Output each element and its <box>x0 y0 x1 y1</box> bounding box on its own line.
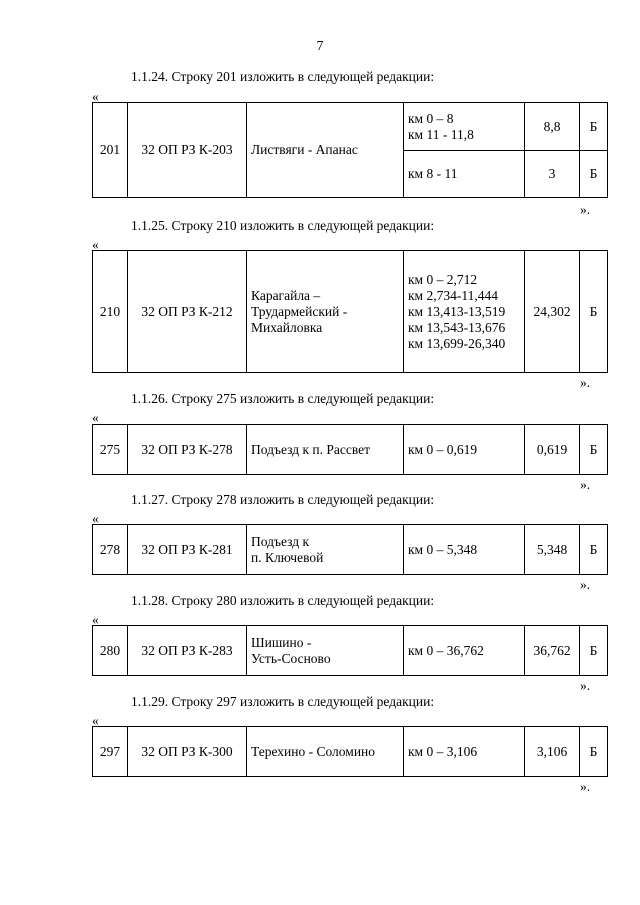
table-row-275 <box>92 424 608 475</box>
km-line: км 13,543-13,676 <box>408 319 506 335</box>
open-quote-275: « <box>92 410 99 425</box>
section-heading-275: 1.1.26. Строку 275 изложить в следующей редакции: <box>131 391 435 406</box>
road-length: 36,762 <box>525 626 580 676</box>
km-line: км 0 – 2,712 <box>408 271 478 287</box>
road-name: Подъезд к п. Рассвет <box>247 425 404 475</box>
row-number: 210 <box>93 251 128 373</box>
row-number: 278 <box>93 525 128 575</box>
row-number: 201 <box>93 103 128 198</box>
close-quote-275: ». <box>580 477 591 492</box>
close-quote-201: ». <box>580 202 591 217</box>
table-row-280 <box>92 625 608 676</box>
section-heading-278: 1.1.27. Строку 278 изложить в следующей редакции: <box>131 492 435 507</box>
km-line: км 0 – 8 <box>408 110 454 126</box>
section-heading-201: 1.1.24. Строку 201 изложить в следующей редакции: <box>131 69 435 84</box>
km-line: км 8 - 11 <box>408 166 458 181</box>
close-quote-280: ». <box>580 678 591 693</box>
km-range: км 0 – 36,762 <box>404 626 525 676</box>
road-length: 8,8 <box>525 103 580 151</box>
road-code: 32 ОП РЗ К-283 <box>128 626 247 676</box>
table-row-210 <box>92 250 608 373</box>
row-number: 280 <box>93 626 128 676</box>
road-name <box>247 251 404 373</box>
km-line: км 13,413-13,519 <box>408 303 506 319</box>
road-name: Терехино - Соломино <box>247 727 404 777</box>
road-code: 32 ОП РЗ К-203 <box>128 103 247 198</box>
road-name-line: Михайловка <box>251 319 323 335</box>
road-name-line: п. Ключевой <box>251 549 324 565</box>
section-heading-297: 1.1.29. Строку 297 изложить в следующей редакции: <box>131 694 435 709</box>
road-length: 3 <box>525 151 580 198</box>
road-category: Б <box>580 626 608 676</box>
road-category: Б <box>580 425 608 475</box>
close-quote-210: ». <box>580 375 591 390</box>
road-code: 32 ОП РЗ К-212 <box>128 251 247 373</box>
open-quote-280: « <box>92 612 99 627</box>
road-category: Б <box>580 151 608 198</box>
page-number: 7 <box>316 38 324 53</box>
road-length: 5,348 <box>525 525 580 575</box>
km-range: км 0 – 3,106 <box>404 727 525 777</box>
road-code: 32 ОП РЗ К-300 <box>128 727 247 777</box>
open-quote-201: « <box>92 89 99 104</box>
close-quote-297: ». <box>580 779 591 794</box>
road-length: 3,106 <box>525 727 580 777</box>
road-length: 24,302 <box>525 251 580 373</box>
open-quote-278: « <box>92 511 99 526</box>
km-range <box>404 151 525 198</box>
row-number: 297 <box>93 727 128 777</box>
road-name-line: Усть-Сосново <box>251 650 331 666</box>
open-quote-210: « <box>92 237 99 252</box>
table-row-201 <box>92 102 608 198</box>
section-heading-280: 1.1.28. Строку 280 изложить в следующей редакции: <box>131 593 435 608</box>
road-length: 0,619 <box>525 425 580 475</box>
road-name-line: Трудармейский - <box>251 303 348 319</box>
road-code: 32 ОП РЗ К-278 <box>128 425 247 475</box>
road-code: 32 ОП РЗ К-281 <box>128 525 247 575</box>
road-category: Б <box>580 727 608 777</box>
road-name-line: Подъезд к <box>251 533 310 549</box>
km-range <box>404 251 525 373</box>
road-category: Б <box>580 525 608 575</box>
open-quote-297: « <box>92 713 99 728</box>
road-name-line: Шишино - <box>251 634 312 650</box>
road-name: Листвяги - Апанас <box>247 103 404 198</box>
km-line: км 2,734-11,444 <box>408 287 498 303</box>
km-range <box>404 103 525 151</box>
road-name <box>247 626 404 676</box>
road-category: Б <box>580 251 608 373</box>
km-line: км 11 - 11,8 <box>408 126 474 142</box>
row-number: 275 <box>93 425 128 475</box>
road-name <box>247 525 404 575</box>
table-row-278 <box>92 524 608 575</box>
close-quote-278: ». <box>580 577 591 592</box>
km-range: км 0 – 5,348 <box>404 525 525 575</box>
road-name-line: Карагайла – <box>251 287 321 303</box>
km-range: км 0 – 0,619 <box>404 425 525 475</box>
table-row-297 <box>92 726 608 777</box>
km-line: км 13,699-26,340 <box>408 335 506 351</box>
section-heading-210: 1.1.25. Строку 210 изложить в следующей редакции: <box>131 218 435 233</box>
road-category: Б <box>580 103 608 151</box>
